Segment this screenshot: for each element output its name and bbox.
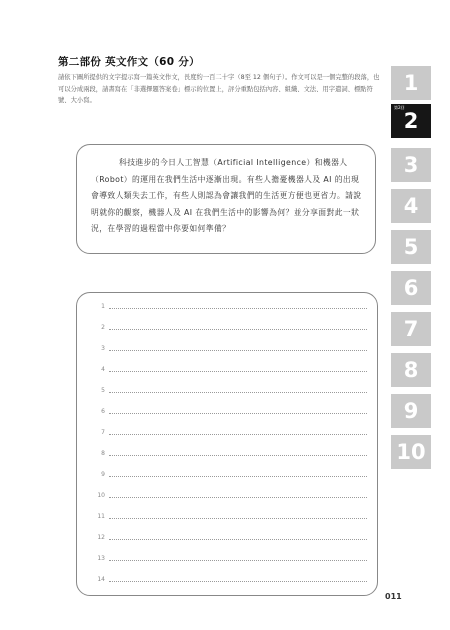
writing-line xyxy=(89,320,367,332)
chapter-tab-label: 2 xyxy=(403,109,419,133)
chapter-tab-8[interactable] xyxy=(391,353,431,387)
prompt-box xyxy=(76,144,376,254)
writing-line xyxy=(89,446,367,458)
chapter-tab-1[interactable] xyxy=(391,66,431,100)
chapter-tab-label: 10 xyxy=(396,440,426,464)
chapter-tab-7[interactable] xyxy=(391,312,431,346)
line-rule xyxy=(109,392,367,393)
writing-line xyxy=(89,551,367,563)
line-rule xyxy=(109,539,367,540)
section-title: 第二部份 英文作文（60 分） xyxy=(58,56,200,68)
chapter-tab-label: 6 xyxy=(403,276,419,300)
chapter-tab-label: 1 xyxy=(403,71,419,95)
line-rule xyxy=(109,476,367,477)
line-rule xyxy=(109,518,367,519)
line-rule xyxy=(109,308,367,309)
chapter-tab-small-label: 第2回 xyxy=(394,105,405,110)
line-number: 6 xyxy=(101,408,105,415)
line-number: 14 xyxy=(97,576,105,583)
writing-line xyxy=(89,572,367,584)
chapter-tab-label: 9 xyxy=(403,399,419,423)
prompt-text: 科技進步的今日人工智慧（Artificial Intelligence）和機器人（Robot）的運用在我們生活中逐漸出現。有些人擔憂機器人及 AI 的出現會導致人類失去工作，有些人則認為會讓我們的生活更方便也更省力。請說明就你的觀察，機器人及 AI 在我們生活中的影響為何？並分享面對此一狀況，在學習的過程當中你要如何準備？ xyxy=(91,158,362,233)
chapter-tab-label: 7 xyxy=(403,317,419,341)
chapter-tab-3[interactable] xyxy=(391,148,431,182)
writing-line xyxy=(89,488,367,500)
writing-line xyxy=(89,299,367,311)
line-rule xyxy=(109,434,367,435)
line-rule xyxy=(109,455,367,456)
writing-line xyxy=(89,362,367,374)
chapter-tab-9[interactable] xyxy=(391,394,431,428)
writing-line xyxy=(89,509,367,521)
line-number: 8 xyxy=(101,450,105,457)
line-rule xyxy=(109,581,367,582)
line-rule xyxy=(109,371,367,372)
chapter-tab-label: 8 xyxy=(403,358,419,382)
line-rule xyxy=(109,413,367,414)
chapter-tab-label: 3 xyxy=(403,153,419,177)
writing-line xyxy=(89,404,367,416)
line-number: 11 xyxy=(97,513,105,520)
writing-box xyxy=(76,292,378,596)
line-number: 2 xyxy=(101,324,105,331)
line-rule xyxy=(109,329,367,330)
writing-line xyxy=(89,425,367,437)
chapter-tab-label: 4 xyxy=(403,194,419,218)
chapter-tab-6[interactable] xyxy=(391,271,431,305)
line-number: 13 xyxy=(97,555,105,562)
line-number: 1 xyxy=(101,303,105,310)
line-number: 12 xyxy=(97,534,105,541)
writing-line xyxy=(89,530,367,542)
chapter-tab-10[interactable] xyxy=(391,435,431,469)
chapter-tab-5[interactable] xyxy=(391,230,431,264)
instructions-text: 請依下圖所提供的文字提示寫一篇英文作文，長度約一百二十字（8至 12 個句子）。作文可以是一個完整的段落，也可以分成兩段，請書寫在「非選擇題答案卷」標示的位置上，評分重點包括內容、組織、文法、用字遣詞、標點符號、大小寫。 xyxy=(58,74,380,104)
line-rule xyxy=(109,560,367,561)
line-number: 10 xyxy=(97,492,105,499)
line-rule xyxy=(109,497,367,498)
line-number: 3 xyxy=(101,345,105,352)
line-number: 5 xyxy=(101,387,105,394)
line-rule xyxy=(109,350,367,351)
writing-line xyxy=(89,341,367,353)
chapter-tab-4[interactable] xyxy=(391,189,431,223)
line-number: 7 xyxy=(101,429,105,436)
chapter-tab-label: 5 xyxy=(403,235,419,259)
line-number: 4 xyxy=(101,366,105,373)
writing-line xyxy=(89,383,367,395)
chapter-tab-2-active[interactable] xyxy=(391,104,431,138)
line-number: 9 xyxy=(101,471,105,478)
page-number: 011 xyxy=(385,592,402,601)
writing-line xyxy=(89,467,367,479)
